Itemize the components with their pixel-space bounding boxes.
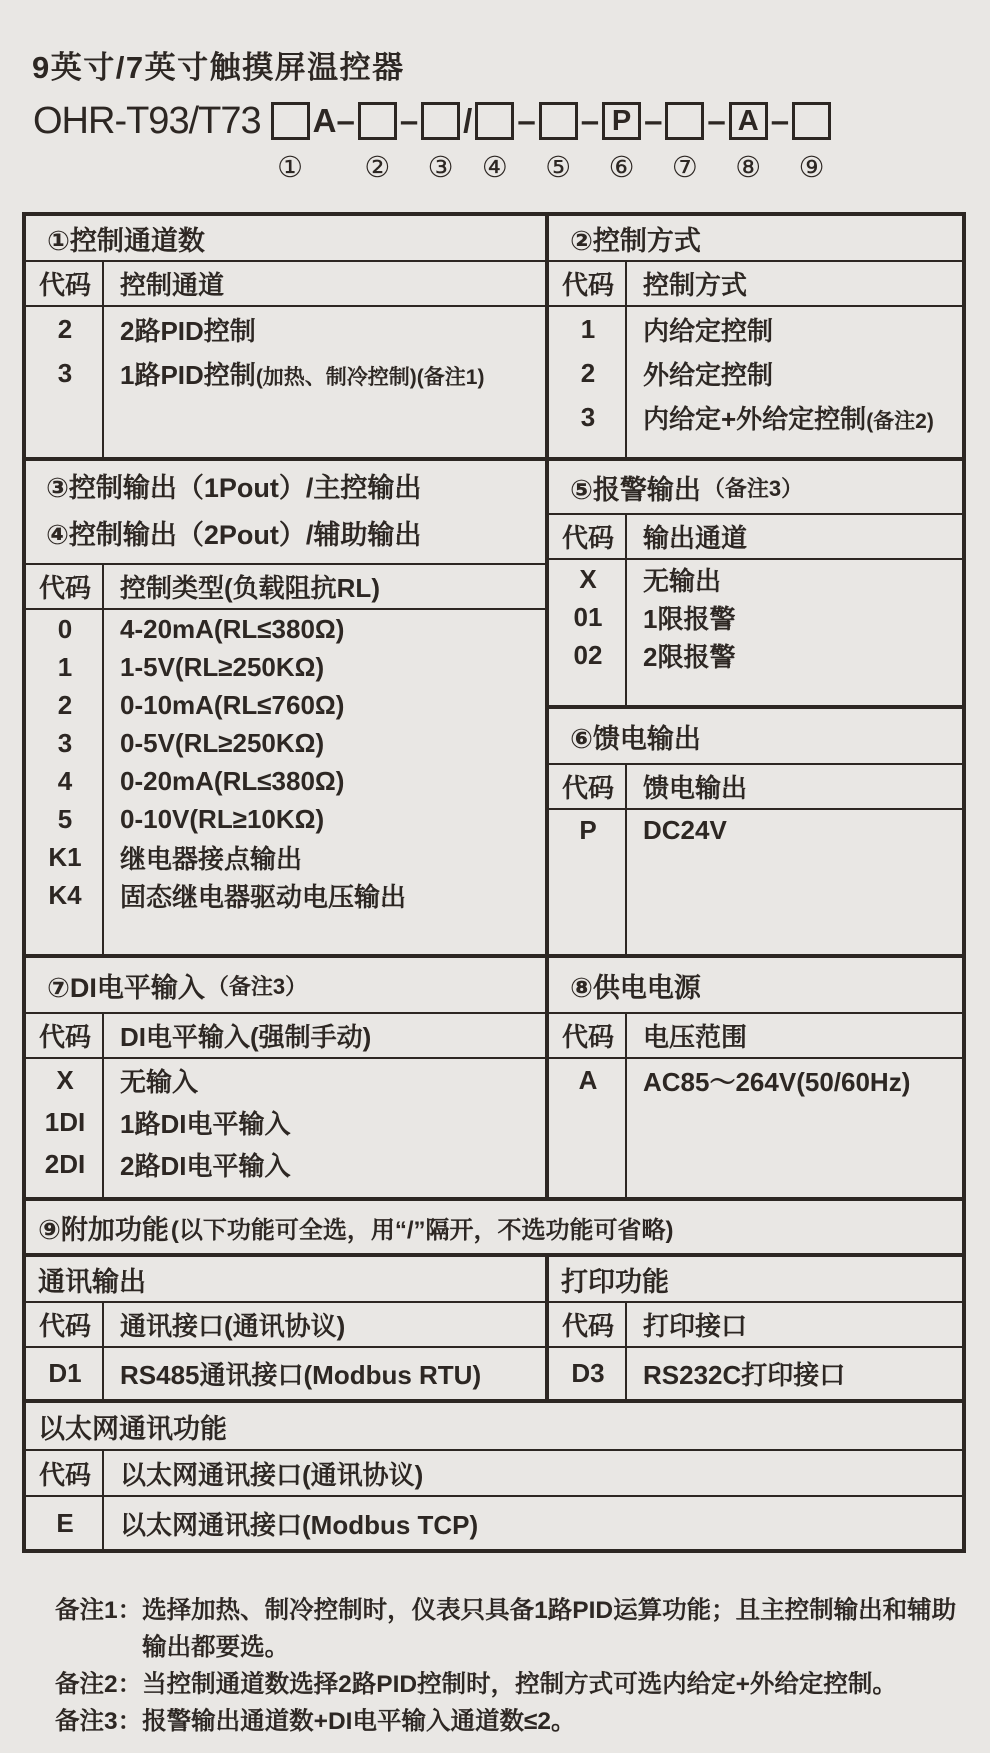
position-mark-1: ①: [277, 152, 304, 184]
table-row: [26, 838, 545, 876]
code-column-header: 代码: [561, 1022, 614, 1052]
label-column-header: 通讯接口(通讯协议): [120, 1311, 346, 1341]
label-cell: 外给定控制: [643, 359, 774, 390]
model-separator: –: [707, 102, 726, 139]
code-column-header: 代码: [561, 270, 614, 300]
footnotes-block: [55, 1592, 963, 1740]
code-header-row: [549, 765, 962, 810]
table-row: [549, 351, 962, 395]
model-separator: A–: [312, 102, 355, 139]
model-separator: /: [463, 102, 473, 139]
position-mark-9: ⑨: [798, 152, 825, 184]
table-row: [549, 395, 962, 439]
code-cell: 1DI: [44, 1106, 86, 1137]
table-row: [549, 1059, 962, 1101]
model-slot-4: [475, 99, 538, 185]
code-header-row: [26, 1303, 545, 1348]
subsection-title-text: 通讯输出: [38, 1266, 146, 1297]
model-separator: –: [580, 102, 600, 139]
position-mark-8: ⑧: [735, 152, 762, 184]
section-title-text: ⑨附加功能: [38, 1214, 169, 1245]
code-cell: 5: [57, 803, 73, 834]
table-row: [549, 810, 962, 850]
model-separator: –: [517, 102, 536, 139]
code-cell: 1: [57, 651, 73, 682]
section-title: [549, 958, 962, 1014]
position-mark-5: ⑤: [545, 152, 572, 184]
table-row: [26, 686, 545, 724]
model-box-1: [271, 102, 310, 140]
section-title: [26, 958, 545, 1014]
section-title-text: ⑤报警输出: [570, 474, 701, 505]
code-column-header: 代码: [38, 1459, 91, 1490]
model-separator: –: [770, 102, 790, 139]
code-header-row: [549, 1014, 962, 1059]
table-row: [26, 307, 545, 351]
code-cell: 2: [57, 689, 73, 720]
code-header-row: [26, 1451, 962, 1497]
label-cell: 以太网通讯接口(Modbus TCP): [120, 1509, 479, 1540]
model-box-4: [475, 102, 514, 140]
section-title: [26, 461, 545, 565]
model-box-6: P: [602, 102, 641, 140]
label-cell: 0-5V(RL≥250KΩ): [120, 727, 325, 758]
code-cell: 2: [580, 357, 596, 388]
note-label: 备注3：: [55, 1708, 143, 1735]
model-separator: –: [399, 102, 419, 139]
model-slot-5: [539, 99, 602, 185]
code-column-header: 代码: [38, 1311, 91, 1341]
code-cell: 3: [580, 401, 596, 432]
code-cell: 2DI: [44, 1148, 86, 1179]
label-cell: 内给定+外给定控制(备注2): [643, 403, 934, 434]
code-column-header: 代码: [38, 270, 91, 300]
section-title-text: ②控制方式: [570, 225, 701, 256]
label-cell: 继电器接点输出: [120, 843, 303, 874]
label-column-header: 以太网通讯接口(通讯协议): [120, 1459, 424, 1490]
label-column-header: 控制通道: [120, 270, 225, 300]
section-title: [549, 461, 962, 515]
section-title-note: （备注3）: [702, 475, 804, 501]
section-title-line2: ④控制输出（2Pout）/辅助输出: [46, 520, 422, 550]
code-cell: K4: [48, 879, 82, 910]
table-row: [26, 1101, 545, 1143]
model-separator: –: [644, 102, 663, 139]
table-row: [26, 1497, 962, 1549]
position-mark-4: ④: [481, 152, 508, 184]
code-cell: D3: [571, 1358, 605, 1388]
label-cell: 1路DI电平输入: [120, 1108, 291, 1139]
label-cell: 4-20mA(RL≤380Ω): [120, 613, 345, 644]
section-comm-output: [26, 1257, 549, 1399]
section-control-output: [26, 461, 549, 954]
section-title-note: (以下功能可全选，用“/”隔开，不选功能可省略): [170, 1216, 674, 1244]
code-header-row: [549, 262, 962, 307]
subsection-title: [26, 1257, 545, 1303]
code-column-header: 代码: [38, 573, 91, 603]
label-cell: 0-10V(RL≥10KΩ): [120, 803, 325, 834]
code-cell: E: [56, 1507, 74, 1538]
label-cell: 0-10mA(RL≤760Ω): [120, 689, 345, 720]
model-code-line: [33, 99, 837, 185]
page-title: 9英寸/7英寸触摸屏温控器: [32, 50, 405, 85]
section-title: [549, 216, 962, 262]
label-column-header: 控制类型(负载阻抗RL): [120, 573, 380, 603]
code-header-row: [549, 1303, 962, 1348]
code-header-row: [26, 262, 545, 307]
table-row: [549, 598, 962, 636]
model-slot-1: [271, 99, 358, 185]
label-cell: 2限报警: [643, 641, 736, 672]
label-column-header: 馈电输出: [643, 773, 748, 803]
section-control-channel-count: [26, 216, 549, 457]
label-column-header: 控制方式: [643, 270, 748, 300]
table-row: [26, 800, 545, 838]
label-cell: 2路DI电平输入: [120, 1150, 291, 1181]
table-row: [26, 648, 545, 686]
note-text: 选择加热、制冷控制时，仪表只具备1路PID运算功能；且主控制输出和辅助输出都要选。: [142, 1597, 957, 1661]
code-cell: 02: [573, 639, 603, 670]
table-row: [26, 724, 545, 762]
code-cell: P: [579, 814, 597, 845]
label-cell: RS485通讯接口(Modbus RTU): [120, 1360, 482, 1390]
code-cell: 3: [57, 727, 73, 758]
code-header-row: [26, 1014, 545, 1059]
label-cell: 无输出: [643, 565, 722, 596]
note-label: 备注2：: [55, 1671, 143, 1698]
table-row: [549, 1348, 962, 1399]
table-row: [26, 1059, 545, 1101]
position-mark-6: ⑥: [608, 152, 635, 184]
table-row: [26, 610, 545, 648]
subsection-title: [26, 1403, 962, 1451]
model-box-2: [358, 102, 397, 140]
section-feed-output: [549, 709, 962, 954]
code-cell: 3: [57, 357, 73, 388]
table-row: [26, 762, 545, 800]
section-title: [549, 709, 962, 765]
section-di-input: [26, 958, 549, 1197]
code-cell: K1: [48, 841, 82, 872]
model-prefix: OHR-T93/T73: [33, 100, 261, 142]
section-power-supply: [549, 958, 962, 1197]
code-cell: X: [579, 563, 597, 594]
subsection-title-text: 打印功能: [561, 1266, 669, 1297]
model-slot-2: [358, 99, 421, 185]
section-additional-functions: [26, 1201, 962, 1403]
subsection-title: [549, 1257, 962, 1303]
code-cell: 4: [57, 765, 73, 796]
note-text: 当控制通道数选择2路PID控制时，控制方式可选内给定+外给定控制。: [142, 1671, 897, 1698]
model-slot-7: [665, 99, 728, 185]
model-slot-9: [792, 99, 837, 185]
model-box-7: [665, 102, 704, 140]
section-title-text: ⑥馈电输出: [570, 723, 701, 754]
code-cell: 2: [57, 313, 73, 344]
model-box-8: A: [729, 102, 768, 140]
subsection-title-text: 以太网通讯功能: [38, 1413, 227, 1444]
label-cell: RS232C打印接口: [643, 1360, 846, 1390]
code-cell: D1: [48, 1358, 82, 1388]
note-text: 报警输出通道数+DI电平输入通道数≤2。: [142, 1708, 576, 1735]
position-mark-3: ③: [427, 152, 454, 184]
table-row: [549, 307, 962, 351]
table-row: [26, 351, 545, 395]
section-title-text: ①控制通道数: [47, 225, 205, 256]
position-mark-2: ②: [364, 152, 391, 184]
label-cell: 固态继电器驱动电压输出: [120, 881, 407, 912]
section-control-mode: [549, 216, 962, 457]
label-column-header: 打印接口: [643, 1311, 748, 1341]
section-title-text: ⑦DI电平输入: [47, 972, 205, 1003]
section-alarm-output: [549, 461, 962, 709]
model-slot-3: [421, 99, 475, 185]
table-row: [26, 1143, 545, 1185]
table-row: [26, 876, 545, 914]
code-header-row: [26, 565, 545, 610]
code-cell: 1: [580, 313, 596, 344]
table-row: [549, 636, 962, 674]
label-column-header: 输出通道: [643, 523, 748, 553]
note-label: 备注1：: [55, 1597, 143, 1624]
label-cell: DC24V: [643, 814, 727, 845]
model-slot-6: [602, 99, 665, 185]
section-print-function: [549, 1257, 962, 1399]
section-title-note: （备注3）: [206, 973, 308, 999]
table-row: [549, 560, 962, 598]
code-header-row: [549, 515, 962, 560]
label-cell: 1限报警: [643, 603, 736, 634]
section-title: [26, 216, 545, 262]
label-cell: 无输入: [120, 1066, 199, 1097]
position-mark-7: ⑦: [671, 152, 698, 184]
label-cell: 2路PID控制: [120, 315, 256, 346]
table-row: [26, 1348, 545, 1399]
model-box-9: [792, 102, 831, 140]
label-column-header: DI电平输入(强制手动): [120, 1022, 372, 1052]
label-cell: 1-5V(RL≥250KΩ): [120, 651, 325, 682]
section-title-line1: ③控制输出（1Pout）/主控输出: [46, 473, 422, 503]
section-title: [26, 1201, 962, 1257]
label-cell: AC85～264V(50/60Hz): [643, 1066, 911, 1097]
code-cell: 0: [57, 613, 73, 644]
code-column-header: 代码: [561, 773, 614, 803]
label-column-header: 电压范围: [643, 1022, 748, 1052]
note-row: [55, 1592, 963, 1666]
ordering-spec-table: [22, 212, 966, 1553]
code-cell: A: [578, 1064, 598, 1095]
model-slot-8: [729, 99, 792, 185]
note-row: [55, 1666, 963, 1703]
label-cell: 1路PID控制(加热、制冷控制)(备注1): [120, 359, 485, 390]
section-ethernet: [26, 1403, 962, 1549]
label-cell: 内给定控制: [643, 315, 774, 346]
label-cell: 0-20mA(RL≤380Ω): [120, 765, 345, 796]
code-column-header: 代码: [561, 1311, 614, 1341]
code-column-header: 代码: [38, 1022, 91, 1052]
model-box-5: [539, 102, 578, 140]
code-cell: 01: [573, 601, 603, 632]
code-column-header: 代码: [561, 523, 614, 553]
note-row: [55, 1703, 963, 1740]
model-box-3: [421, 102, 460, 140]
section-title-text: ⑧供电电源: [570, 972, 701, 1003]
code-cell: X: [56, 1064, 74, 1095]
